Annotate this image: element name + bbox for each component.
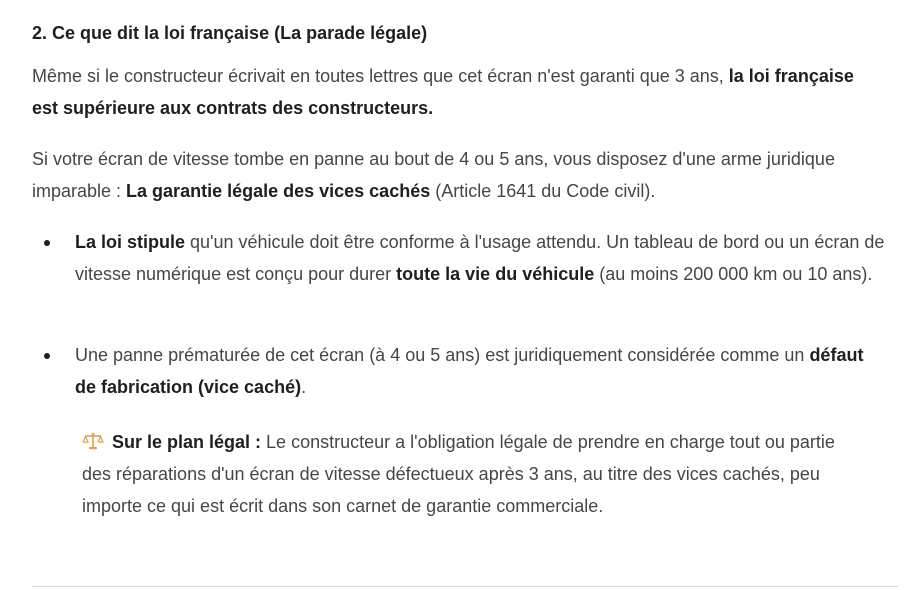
bullet-text-2: (au moins 200 000 km ou 10 ans). — [594, 264, 873, 284]
paragraph-contract-vs-law — [32, 60, 882, 124]
paragraph-legal-guarantee — [32, 143, 882, 207]
bullet-bold-lead: La loi stipule — [75, 232, 186, 252]
bullet-text-1: qu'un véhicule doit être conforme à l'usage attendu. Un tableau de bord ou un écran de vitesse numérique est conçu pour durer — [75, 232, 885, 284]
balance-scale-icon — [82, 428, 104, 446]
bullet-text-2: . — [301, 377, 307, 397]
paragraph-text: Même si le constructeur écrivait en toutes lettres que cet écran n'est garanti que 3 ans, — [32, 66, 729, 86]
paragraph-text-before: Si votre écran de vitesse tombe en panne au bout de 4 ou 5 ans, vous disposez d'une arme juridique imparable : — [32, 149, 835, 201]
paragraph-bold: la loi française est supérieure aux contrats des constructeurs. — [32, 66, 854, 118]
legal-note — [82, 426, 852, 522]
note-text: Le constructeur a l'obligation légale de prendre en charge tout ou partie des réparations d'un écran de vitesse défectueux après 3 ans, au titre des vices cachés, peu importe ce qui est écrit dans son carnet de garantie commerciale. — [82, 432, 835, 516]
bullet-marker — [44, 353, 50, 359]
section-heading: 2. Ce que dit la loi française (La parade légale) — [32, 23, 428, 43]
note-bold-lead: Sur le plan légal : — [112, 432, 262, 452]
bullet-bold-mid: toute la vie du véhicule — [396, 264, 595, 284]
bullet-text-1: Une panne prématurée de cet écran (à 4 ou 5 ans) est juridiquement considérée comme un — [75, 345, 810, 365]
section-divider — [32, 586, 898, 587]
list-item-text — [75, 339, 885, 403]
list-item-text — [75, 226, 885, 290]
paragraph-bold: La garantie légale des vices cachés — [126, 181, 431, 201]
paragraph-text-after: (Article 1641 du Code civil). — [430, 181, 656, 201]
bullet-bold-mid: défaut de fabrication (vice caché) — [75, 345, 864, 397]
bullet-marker — [44, 240, 50, 246]
